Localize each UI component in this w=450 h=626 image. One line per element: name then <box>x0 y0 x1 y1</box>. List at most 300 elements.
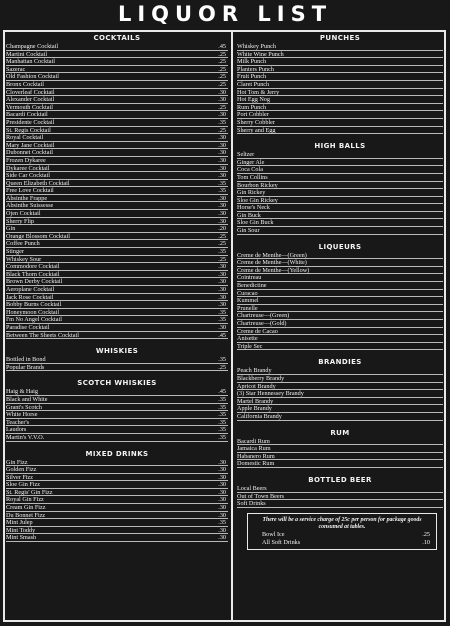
menu-item-name: Honeymoon Cocktail <box>6 308 60 316</box>
menu-item <box>6 489 228 497</box>
section-title-bottled-beer: BOTTLED BEER <box>308 475 372 484</box>
menu-item <box>6 496 228 504</box>
menu-item <box>6 43 228 51</box>
menu-item-price: .25 <box>218 126 226 134</box>
menu-item-name: Blackberry Brandy <box>237 374 285 382</box>
menu-item <box>6 411 228 419</box>
menu-item-name: Mint Julep <box>6 519 33 527</box>
menu-item-price: .30 <box>218 458 226 466</box>
section-title-rum: RUM <box>330 428 350 437</box>
menu-item-name: Orange Blossom Cocktail <box>6 232 70 240</box>
menu-item-name: Popular Brands <box>6 363 45 371</box>
note-item <box>252 531 432 539</box>
menu-item-name: Soft Drinks <box>237 500 266 508</box>
menu-item <box>6 332 228 340</box>
menu-item-price: .35 <box>218 316 226 324</box>
menu-item-name: Side Car Cocktail <box>6 172 50 180</box>
menu-item-name: Bacardi Cocktail <box>6 111 48 119</box>
menu-item <box>6 519 228 527</box>
menu-item-price: .35 <box>218 118 226 126</box>
menu-item-name: Teacher's <box>6 418 30 426</box>
menu-item-name: White Horse <box>6 411 38 419</box>
section-title-mixed-drinks: MIXED DRINKS <box>85 449 149 458</box>
menu-item <box>237 367 443 375</box>
menu-item <box>237 259 443 267</box>
section-gap <box>6 339 228 346</box>
menu-item-price: .30 <box>218 293 226 301</box>
menu-item-name: Peach Brandy <box>237 367 272 375</box>
menu-item-price: .35 <box>218 395 226 403</box>
menu-item <box>237 111 443 119</box>
menu-item <box>6 434 228 442</box>
menu-item-price: .30 <box>218 301 226 309</box>
menu-item-price: .35 <box>218 356 226 364</box>
menu-item-name: Aeroplane Cocktail <box>6 286 55 293</box>
menu-item <box>237 413 443 421</box>
menu-item-name: Port Cobbler <box>237 111 269 119</box>
menu-item-name: Kummel <box>237 297 259 305</box>
menu-item <box>237 343 443 351</box>
menu-item-name: Brown Derby Cocktail <box>6 278 63 286</box>
menu-item <box>237 500 443 508</box>
section-gap <box>237 468 443 475</box>
menu-item-name: Dykaree Cocktail <box>6 164 50 172</box>
menu-item-name: St. Regis Cocktail <box>6 126 51 134</box>
menu-item-name: Creme de Menthe—(White) <box>237 259 307 267</box>
menu-item-name: Absinthe Frappe <box>6 194 48 202</box>
menu-item <box>6 301 228 309</box>
menu-item-name: Silver Fizz <box>6 473 33 481</box>
menu-item <box>6 271 228 279</box>
menu-item-price: .30 <box>218 202 226 210</box>
menu-item <box>237 204 443 212</box>
menu-item-name: Royal Cocktail <box>6 134 44 142</box>
menu-item <box>237 51 443 59</box>
menu-item <box>237 445 443 453</box>
menu-item <box>237 320 443 328</box>
menu-item-price: .30 <box>218 526 226 534</box>
menu-item <box>6 286 228 294</box>
menu-item-name: Old Fashion Cocktail <box>6 73 59 81</box>
menu-item-name: Manhattan Cocktail <box>6 58 55 66</box>
menu-item-price: .30 <box>218 141 226 149</box>
menu-item-name: Black and White <box>6 395 48 403</box>
menu-item-price: .30 <box>218 286 226 293</box>
menu-item-name: Mint Toddy <box>6 526 36 534</box>
menu-item-name: Martel Brandy <box>237 397 274 405</box>
menu-item-price: .25 <box>218 50 226 58</box>
menu-item-price: .25 <box>218 363 226 371</box>
menu-item-name: Chartreuse—(Gold) <box>237 320 287 327</box>
menu-item-price: .30 <box>218 278 226 286</box>
menu-item-name: Paradise Cocktail <box>6 323 50 331</box>
menu-item-price: .30 <box>218 534 226 542</box>
menu-item-name: Between The Sheets Cocktail <box>6 331 79 339</box>
menu-item <box>237 282 443 290</box>
service-charge-note <box>247 513 437 550</box>
menu-item <box>237 73 443 81</box>
menu-item <box>6 356 228 364</box>
menu-item-price: .30 <box>218 111 226 119</box>
menu-item <box>6 73 228 81</box>
menu-item-name: Anisette <box>237 335 258 343</box>
menu-item <box>237 460 443 468</box>
menu-item <box>237 89 443 97</box>
menu-item-name: Bottled in Bond <box>6 356 46 364</box>
menu-item <box>237 127 443 135</box>
menu-item-price: .35 <box>218 411 226 419</box>
section-title-brandies: BRANDIES <box>318 358 362 367</box>
menu-item-name: Ginger Ale <box>237 158 265 166</box>
menu-item <box>6 127 228 135</box>
menu-item-name: St. Regis' Gin Fizz <box>6 488 53 496</box>
menu-item-name: Du Bonnet Fizz <box>6 511 46 519</box>
menu-item-price: .30 <box>218 149 226 157</box>
menu-item-name: Gin <box>6 225 16 233</box>
menu-item-price: .30 <box>218 217 226 225</box>
menu-item-price: .35 <box>218 519 226 527</box>
menu-item <box>6 58 228 66</box>
menu-item-price: .30 <box>218 194 226 202</box>
menu-item <box>6 419 228 427</box>
menu-item <box>237 267 443 275</box>
menu-item-price: .35 <box>218 418 226 426</box>
menu-item <box>6 210 228 218</box>
menu-item-name: Sloe Gin Buck <box>237 219 274 227</box>
menu-item-name: Sherry Cobbler <box>237 118 275 126</box>
menu-item <box>6 96 228 104</box>
menu-item <box>6 396 228 404</box>
menu-item-name: Claret Punch <box>237 80 270 88</box>
menu-item-price: .30 <box>218 488 226 496</box>
menu-item <box>6 364 228 372</box>
menu-item <box>6 202 228 210</box>
section-title-scotch-whiskies: SCOTCH WHISKIES <box>77 379 157 388</box>
menu-item-name: Fruit Punch <box>237 73 267 81</box>
menu-item <box>237 383 443 391</box>
menu-item-price: .20 <box>218 225 226 233</box>
menu-item <box>237 159 443 167</box>
menu-item <box>237 453 443 461</box>
menu-item <box>237 182 443 190</box>
menu-item-name: Mint Smash <box>6 534 37 542</box>
menu-item-price: .30 <box>218 323 226 331</box>
menu-item-name: Sazerac <box>6 65 26 73</box>
menu-item-name: White Wine Punch <box>237 50 284 58</box>
section-title-whiskies: WHISKIES <box>95 347 139 356</box>
menu-item <box>6 51 228 59</box>
menu-item-name: Jack Rose Cocktail <box>6 293 54 301</box>
menu-item <box>237 197 443 205</box>
menu-item-price: .25 <box>218 73 226 81</box>
section-gap <box>237 134 443 141</box>
menu-item-name: Coffee Punch <box>6 240 40 248</box>
section-title-cocktails: COCKTAILS <box>93 34 141 42</box>
menu-item <box>237 274 443 282</box>
menu-item <box>237 58 443 66</box>
menu-item <box>6 404 228 412</box>
menu-item-price: .45 <box>218 331 226 339</box>
menu-item-name: Bronx Cocktail <box>6 80 44 88</box>
menu-item <box>6 527 228 535</box>
menu-item-name: Commodore Cocktail <box>6 263 60 271</box>
section-gap <box>6 371 228 378</box>
menu-item <box>6 172 228 180</box>
menu-item-name: Domestic Rum <box>237 460 275 468</box>
menu-item-name: Presidente Cocktail <box>6 118 55 126</box>
menu-item <box>6 256 228 264</box>
menu-item-name: Absinthe Suissesse <box>6 202 54 210</box>
menu-item-price: .35 <box>218 308 226 316</box>
menu-item <box>6 149 228 157</box>
menu-item <box>237 290 443 298</box>
note-item-price: .25 <box>422 530 430 538</box>
menu-item-price: .25 <box>218 58 226 66</box>
menu-item-price: .25 <box>218 65 226 73</box>
menu-item-name: Cloverleaf Cocktail <box>6 88 55 96</box>
menu-item <box>6 426 228 434</box>
right-column <box>237 33 443 550</box>
menu-item-name: Jamaica Rum <box>237 445 271 453</box>
menu-item <box>237 174 443 182</box>
menu-item <box>237 119 443 127</box>
menu-item-price: .25 <box>218 255 226 263</box>
menu-item-name: Golden Fizz <box>6 466 37 474</box>
menu-item-name: Royal Gin Fizz <box>6 496 44 504</box>
menu-item-name: Bobby Burns Cocktail <box>6 301 62 309</box>
menu-item-price: .30 <box>218 504 226 512</box>
menu-item <box>6 459 228 467</box>
menu-item <box>6 512 228 520</box>
menu-item <box>6 388 228 396</box>
menu-item <box>237 189 443 197</box>
menu-item-name: Triple Sec <box>237 342 263 350</box>
menu-item <box>237 166 443 174</box>
menu-item-name: Creme de Cacao <box>237 327 278 335</box>
menu-item <box>237 104 443 112</box>
service-charge-text: There will be a service charge of 25c per person for package goods consumed at tables. <box>262 516 422 530</box>
menu-item <box>237 81 443 89</box>
menu-item-name: Black Thorn Cocktail <box>6 270 60 278</box>
column-divider <box>231 30 233 622</box>
menu-item <box>237 312 443 320</box>
menu-item-name: Sherry and Egg <box>237 126 276 134</box>
menu-item-name: Seltzer <box>237 151 255 159</box>
menu-item-price: .30 <box>218 466 226 474</box>
menu-item <box>237 252 443 260</box>
menu-item <box>6 225 228 233</box>
menu-item <box>6 481 228 489</box>
menu-item-price: .35 <box>218 187 226 195</box>
section-title-liqueurs: LIQUEURS <box>318 242 362 251</box>
menu-item-name: Vermouth Cocktail <box>6 103 53 111</box>
menu-item-price: .45 <box>218 43 226 50</box>
menu-item-name: Mary Jane Cocktail <box>6 141 55 149</box>
menu-item <box>237 212 443 220</box>
menu-item <box>237 305 443 313</box>
menu-item-name: Habanero Rum <box>237 452 275 460</box>
menu-item-name: Laudors <box>6 426 27 434</box>
menu-item <box>237 485 443 493</box>
menu-item-price: .25 <box>218 80 226 88</box>
menu-item <box>237 493 443 501</box>
menu-item <box>237 375 443 383</box>
menu-item <box>6 504 228 512</box>
menu-item-name: Gin Buck <box>237 211 261 219</box>
left-column <box>6 33 228 542</box>
menu-item-name: Stinger <box>6 248 24 256</box>
note-item <box>252 539 432 547</box>
menu-item <box>237 219 443 227</box>
page-title: LIQUOR LIST <box>117 2 333 26</box>
menu-item-name: Horse's Neck <box>237 204 270 212</box>
menu-item-name: Gin Sour <box>237 227 260 235</box>
menu-item-name: Creme de Menthe—(Green) <box>237 251 307 259</box>
section-gap <box>6 442 228 449</box>
menu-item-name: Cointreau <box>237 274 262 282</box>
menu-item-name: Rum Punch <box>237 103 267 111</box>
menu-item <box>237 96 443 104</box>
menu-item-name: Haig & Haig <box>6 388 38 396</box>
section-gap <box>237 235 443 242</box>
menu-item-name: Free Love Cocktail <box>6 187 54 195</box>
menu-item <box>6 294 228 302</box>
menu-item-name: Benedictine <box>237 282 267 290</box>
menu-item-name: California Brandy <box>237 412 282 420</box>
menu-item-price: .35 <box>218 403 226 411</box>
menu-item-price: .30 <box>218 473 226 481</box>
menu-item <box>6 474 228 482</box>
menu-item-price: .25 <box>218 103 226 111</box>
menu-item-name: Coca Cola <box>237 166 263 174</box>
menu-item-name: Prunelle <box>237 304 258 312</box>
menu-item <box>6 263 228 271</box>
menu-item-name: Tom Collins <box>237 173 268 181</box>
menu-item <box>6 324 228 332</box>
menu-item-name: Apricot Brandy <box>237 382 276 390</box>
menu-item-name: Curacao <box>237 289 258 297</box>
menu-item <box>6 248 228 256</box>
menu-item-price: .30 <box>218 172 226 180</box>
menu-item-name: (3) Star Hennessey Brandy <box>237 390 304 398</box>
menu-item-price: .35 <box>218 426 226 434</box>
section-title-punches: PUNCHES <box>319 34 361 42</box>
menu-item-name: Sloe Gin Rickey <box>237 196 278 204</box>
menu-item <box>6 187 228 195</box>
menu-item-price: .30 <box>218 270 226 278</box>
section-gap <box>237 421 443 428</box>
note-item-name: Bowl Ice <box>262 530 285 538</box>
menu-item-name: Whiskey Sour <box>6 255 42 263</box>
menu-item <box>6 89 228 97</box>
menu-item-price: .35 <box>218 433 226 441</box>
menu-item-name: Out of Town Beers <box>237 492 285 500</box>
menu-item-name: Creme de Menthe—(Yellow) <box>237 266 310 274</box>
menu-item-price: .30 <box>218 496 226 504</box>
menu-item <box>237 328 443 336</box>
menu-item <box>237 297 443 305</box>
menu-item <box>6 165 228 173</box>
menu-item <box>237 390 443 398</box>
menu-item <box>6 157 228 165</box>
menu-item <box>237 405 443 413</box>
menu-item <box>6 119 228 127</box>
menu-item-name: Dubonnet Cocktail <box>6 149 53 157</box>
section-title-high-balls: HIGH BALLS <box>314 142 366 151</box>
menu-item <box>6 81 228 89</box>
menu-item-name: Alexander Cocktail <box>6 96 55 104</box>
menu-item-price: .25 <box>218 240 226 248</box>
menu-item <box>6 233 228 241</box>
menu-item <box>6 278 228 286</box>
menu-item-price: .30 <box>218 156 226 164</box>
menu-item <box>237 151 443 159</box>
menu-item-price: .30 <box>218 96 226 104</box>
menu-item <box>6 309 228 317</box>
menu-item-name: Apple Brandy <box>237 405 272 413</box>
menu-item <box>237 335 443 343</box>
menu-item-price: .30 <box>218 511 226 519</box>
menu-item <box>6 142 228 150</box>
menu-item-name: Cream Gin Fizz <box>6 504 46 512</box>
menu-item-name: Grant's Scotch <box>6 403 42 411</box>
menu-item <box>6 466 228 474</box>
menu-item <box>237 43 443 51</box>
menu-item-name: Ojen Cocktail <box>6 210 41 218</box>
menu-item-name: Frozen Dykaree <box>6 156 46 164</box>
menu-item-price: .35 <box>218 179 226 187</box>
menu-item-name: Bacardi Rum <box>237 437 270 445</box>
menu-item-price: .45 <box>218 388 226 396</box>
menu-item <box>6 104 228 112</box>
menu-item-name: Hot Egg Nog <box>237 96 270 104</box>
menu-item-price: .30 <box>218 164 226 172</box>
menu-item-name: Planters Punch <box>237 65 274 73</box>
menu-item <box>6 111 228 119</box>
note-item-price: .10 <box>422 538 430 546</box>
menu-item-name: Gin Rickey <box>237 189 266 197</box>
menu-item <box>6 240 228 248</box>
menu-item <box>237 227 443 235</box>
menu-item <box>6 66 228 74</box>
section-gap <box>237 350 443 357</box>
menu-item-name: Martin's V.V.O. <box>6 433 45 441</box>
menu-item-price: .30 <box>218 263 226 271</box>
menu-item <box>6 218 228 226</box>
menu-item <box>6 195 228 203</box>
menu-item-name: Milk Punch <box>237 58 267 66</box>
menu-item-price: .25 <box>218 232 226 240</box>
menu-item <box>237 398 443 406</box>
menu-item-name: Sherry Flip <box>6 217 35 225</box>
note-item-name: All Soft Drinks <box>262 538 301 546</box>
menu-item <box>237 438 443 446</box>
menu-item-name: Chartreuse—(Green) <box>237 312 290 320</box>
menu-item <box>6 180 228 188</box>
menu-item-name: Martini Cocktail <box>6 50 48 58</box>
menu-item-price: .30 <box>218 88 226 96</box>
menu-item-price: .35 <box>218 248 226 256</box>
menu-item-price: .30 <box>218 481 226 489</box>
menu-item-name: Queen Elizabeth Cocktail <box>6 179 70 187</box>
menu-item-name: I'm No Angel Cocktail <box>6 316 62 324</box>
menu-item-name: Sloe Gin Fizz <box>6 481 41 489</box>
menu-item <box>6 134 228 142</box>
menu-item <box>237 66 443 74</box>
menu-item <box>6 534 228 542</box>
menu-item <box>6 316 228 324</box>
menu-item-name: Bourbon Rickey <box>237 181 278 189</box>
